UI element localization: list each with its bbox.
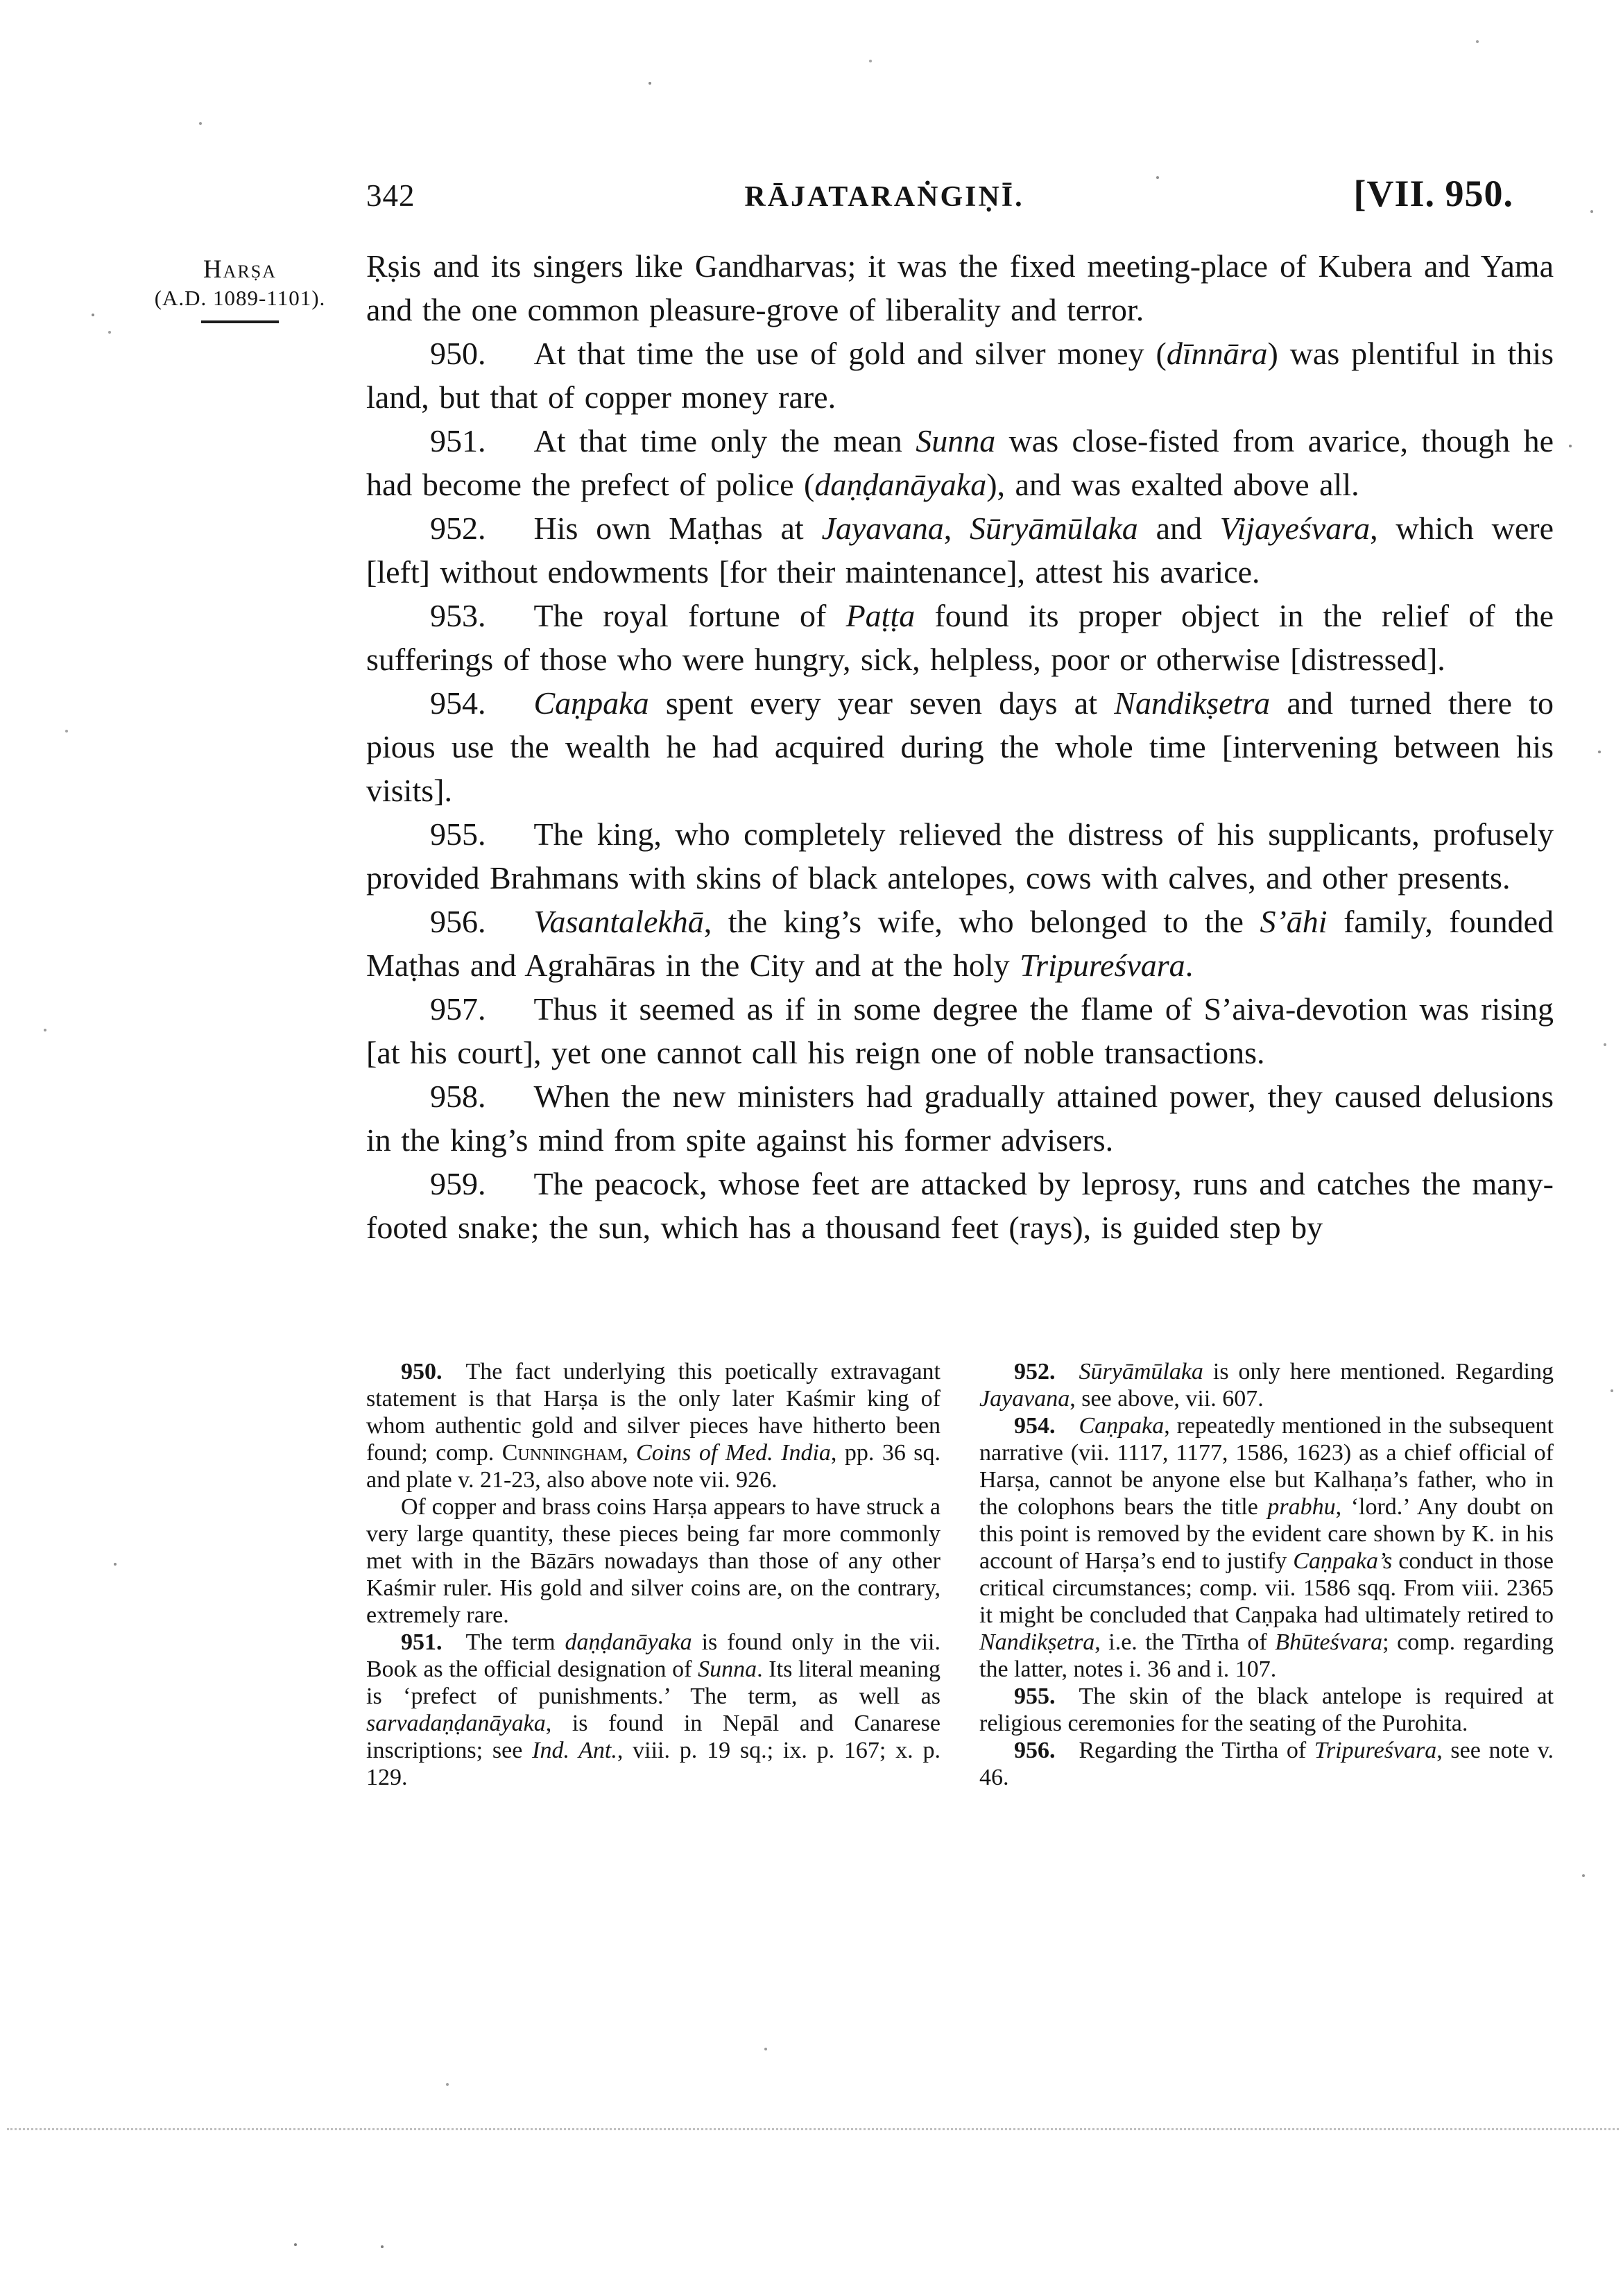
footnote-paragraph: 955. The skin of the black antelope is required at religious ceremonies for the seating of the Purohita. <box>979 1684 1554 1736</box>
margin-note <box>139 255 341 323</box>
footnote-paragraph: 956. Regarding the Tirtha of Tripureśvara, see note v. 46. <box>979 1738 1554 1790</box>
verse-paragraph: Ṛṣis and its singers like Gandharvas; it was the fixed meeting-place of Kubera and Yama and the one common pleasure-grove of liberality and terror. <box>366 248 1554 327</box>
scan-dotted-line <box>7 2128 1619 2130</box>
king-name: Harṣa <box>203 255 277 284</box>
verse-paragraph: 956. Vasantalekhā, the king’s wife, who belonged to the S’āhi family, founded Maṭhas and Agrahāras in the City and at the holy Tripureśvara. <box>366 904 1554 983</box>
footnote-paragraph: 952. Sūryāmūlaka is only here mentioned. Regarding Jayavana, see above, vii. 607. <box>979 1359 1554 1412</box>
footnote-paragraph: 954. Caṇpaka, repeatedly mentioned in the subsequent narrative (vii. 1117, 1177, 1586, 1623) as a chief official of Harṣa, cannot be anyone else but Kalhaṇa’s father, who in the colophons bears the title prabhu, ‘lord.’ Any doubt on this point is removed by the evident care shown by K. in his account of Harṣa’s end to justify Caṇpaka’s conduct in those critical circumstances; comp. vii. 1586 sqq. From viii. 2365 it might be concluded that Caṇpaka had ultimately retired to Nandikṣetra, i.e. the Tīrtha of Bhūteśvara; comp. regarding the latter, notes i. 36 and i. 107. <box>979 1413 1554 1682</box>
footnotes-section <box>366 1358 1554 1791</box>
verse-text-block <box>366 244 1554 1249</box>
verse-paragraph: 955. The king, who completely relieved the distress of his supplicants, profusely provided Brahmans with skins of black antelopes, cows with calves, and other presents. <box>366 816 1554 896</box>
margin-rule <box>201 320 279 323</box>
verse-paragraph: 950. At that time the use of gold and silver money (dīnnāra) was plentiful in this land, but that of copper money rare. <box>366 336 1554 415</box>
footnote-paragraph: Of copper and brass coins Harṣa appears to have struck a very large quantity, these pieces being far more commonly met with in the Bāzārs nowadays than those of any other Kaśmir ruler. His gold and silver coins are, on the contrary, extremely rare. <box>366 1494 941 1628</box>
verse-paragraph: 953. The royal fortune of Paṭṭa found its proper object in the relief of the sufferings of those who were hungry, sick, helpless, poor or otherwise [distressed]. <box>366 598 1554 677</box>
footnote-column-right <box>979 1358 1554 1791</box>
verse-paragraph: 959. The peacock, whose feet are attacked by leprosy, runs and catches the many-footed snake; the sun, which has a thousand feet (rays), is guided step by <box>366 1166 1554 1245</box>
verse-paragraph: 954. Caṇpaka spent every year seven days at Nandikṣetra and turned there to pious use the wealth he had acquired during the whole time [intervening between his visits]. <box>366 685 1554 808</box>
footnote-paragraph: 951. The term daṇḍanāyaka is found only in the vii. Book as the official designation of Sunna. Its literal meaning is ‘prefect of punishments.’ The term, as well as sarvadaṇḍanāyaka, is found in Nepāl and Canarese inscriptions; see Ind. Ant., viii. p. 19 sq.; ix. p. 167; x. p. 129. <box>366 1629 941 1790</box>
page-number: 342 <box>366 178 415 213</box>
scan-noise <box>0 0 3 3</box>
page-header <box>366 172 1554 215</box>
verse-paragraph: 952. His own Maṭhas at Jayavana, Sūryāmūlaka and Vijayeśvara, which were [left] without endowments [for their maintenance], attest his avarice. <box>366 511 1554 590</box>
footnote-paragraph: 950. The fact underlying this poetically extravagant statement is that Harṣa is the only later Kaśmir king of whom authentic gold and silver pieces have hitherto been found; comp. Cunningham, Coins of Med. India, pp. 36 sq. and plate v. 21-23, also above note vii. 926. <box>366 1359 941 1493</box>
verse-reference: [VII. 950. <box>1353 173 1513 214</box>
verse-paragraph: 957. Thus it seemed as if in some degree the flame of S’aiva-devotion was rising [at his court], yet one cannot call his reign one of noble transactions. <box>366 991 1554 1070</box>
footnote-column-left <box>366 1358 941 1791</box>
verse-paragraph: 951. At that time only the mean Sunna was close-fisted from avarice, though he had become the prefect of police (daṇḍanāyaka), and was exalted above all. <box>366 423 1554 502</box>
running-title: RĀJATARAṄGIṆĪ. <box>744 181 1024 213</box>
reign-dates: (A.D. 1089-1101). <box>154 286 326 310</box>
verse-paragraph: 958. When the new ministers had gradually attained power, they caused delusions in the king’s mind from spite against his former advisers. <box>366 1079 1554 1158</box>
